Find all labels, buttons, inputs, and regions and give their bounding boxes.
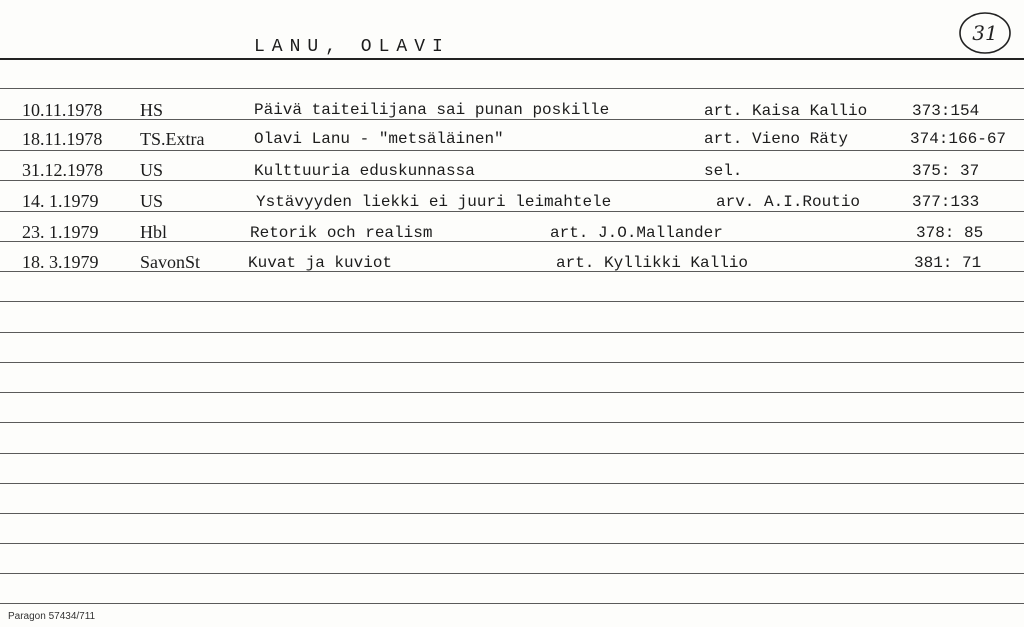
- header-rule-thin: [0, 88, 1024, 89]
- entry-ref: 377:133: [912, 193, 980, 211]
- ruled-line: [0, 603, 1024, 604]
- entry-date: 18.11.1978: [22, 129, 103, 149]
- person-name: LANU, OLAVI: [254, 37, 450, 57]
- entry-author: arv. A.I.Routio: [716, 193, 861, 211]
- entry-title: Ystävyyden liekki ei juuri leimahtele: [256, 193, 612, 211]
- ruled-line: [0, 573, 1024, 574]
- entry-ref: 374:166-67: [910, 130, 1007, 148]
- card-print-code: Paragon 57434/711: [8, 611, 96, 622]
- ruled-line: [0, 453, 1024, 454]
- entry-date: 14. 1.1979: [22, 191, 99, 211]
- entry-author: art. Kaisa Kallio: [704, 102, 868, 120]
- entry-ref: 381: 71: [914, 254, 982, 272]
- ruled-line: [0, 362, 1024, 363]
- ruled-line: [0, 483, 1024, 484]
- entry-date: 23. 1.1979: [22, 222, 99, 242]
- card-number: 31: [972, 21, 998, 45]
- entry-date: 18. 3.1979: [22, 252, 99, 272]
- entry-author: art. J.O.Mallander: [550, 224, 723, 242]
- entry-title: Olavi Lanu - "metsäläinen": [254, 130, 504, 148]
- entry-author: art. Vieno Räty: [704, 130, 849, 148]
- entry-ref: 373:154: [912, 102, 980, 120]
- entry-source: US: [140, 160, 164, 180]
- entry-source: TS.Extra: [140, 129, 205, 149]
- entry-title: Kuvat ja kuviot: [248, 254, 393, 272]
- entry-author: art. Kyllikki Kallio: [556, 254, 749, 272]
- entry-date: 31.12.1978: [22, 160, 103, 180]
- entry-source: HS: [140, 100, 164, 120]
- ruled-line: [0, 392, 1024, 393]
- ruled-line: [0, 301, 1024, 302]
- ruled-line: [0, 422, 1024, 423]
- ruled-line: [0, 543, 1024, 544]
- ruled-line: [0, 513, 1024, 514]
- entry-source: SavonSt: [140, 252, 201, 272]
- entry-title: Päivä taiteilijana sai punan poskille: [254, 101, 610, 119]
- ruled-line: [0, 180, 1024, 181]
- entry-title: Kulttuuria eduskunnassa: [254, 162, 475, 180]
- entry-ref: 375: 37: [912, 162, 980, 180]
- entry-source: Hbl: [140, 222, 167, 242]
- header-rule: [0, 58, 1024, 60]
- entry-date: 10.11.1978: [22, 100, 103, 120]
- entry-source: US: [140, 191, 164, 211]
- ruled-line: [0, 150, 1024, 151]
- ruled-line: [0, 332, 1024, 333]
- circled-card-number: [958, 11, 1012, 55]
- entry-ref: 378: 85: [916, 224, 984, 242]
- entry-title: Retorik och realism: [250, 224, 433, 242]
- entry-author: sel.: [704, 162, 743, 180]
